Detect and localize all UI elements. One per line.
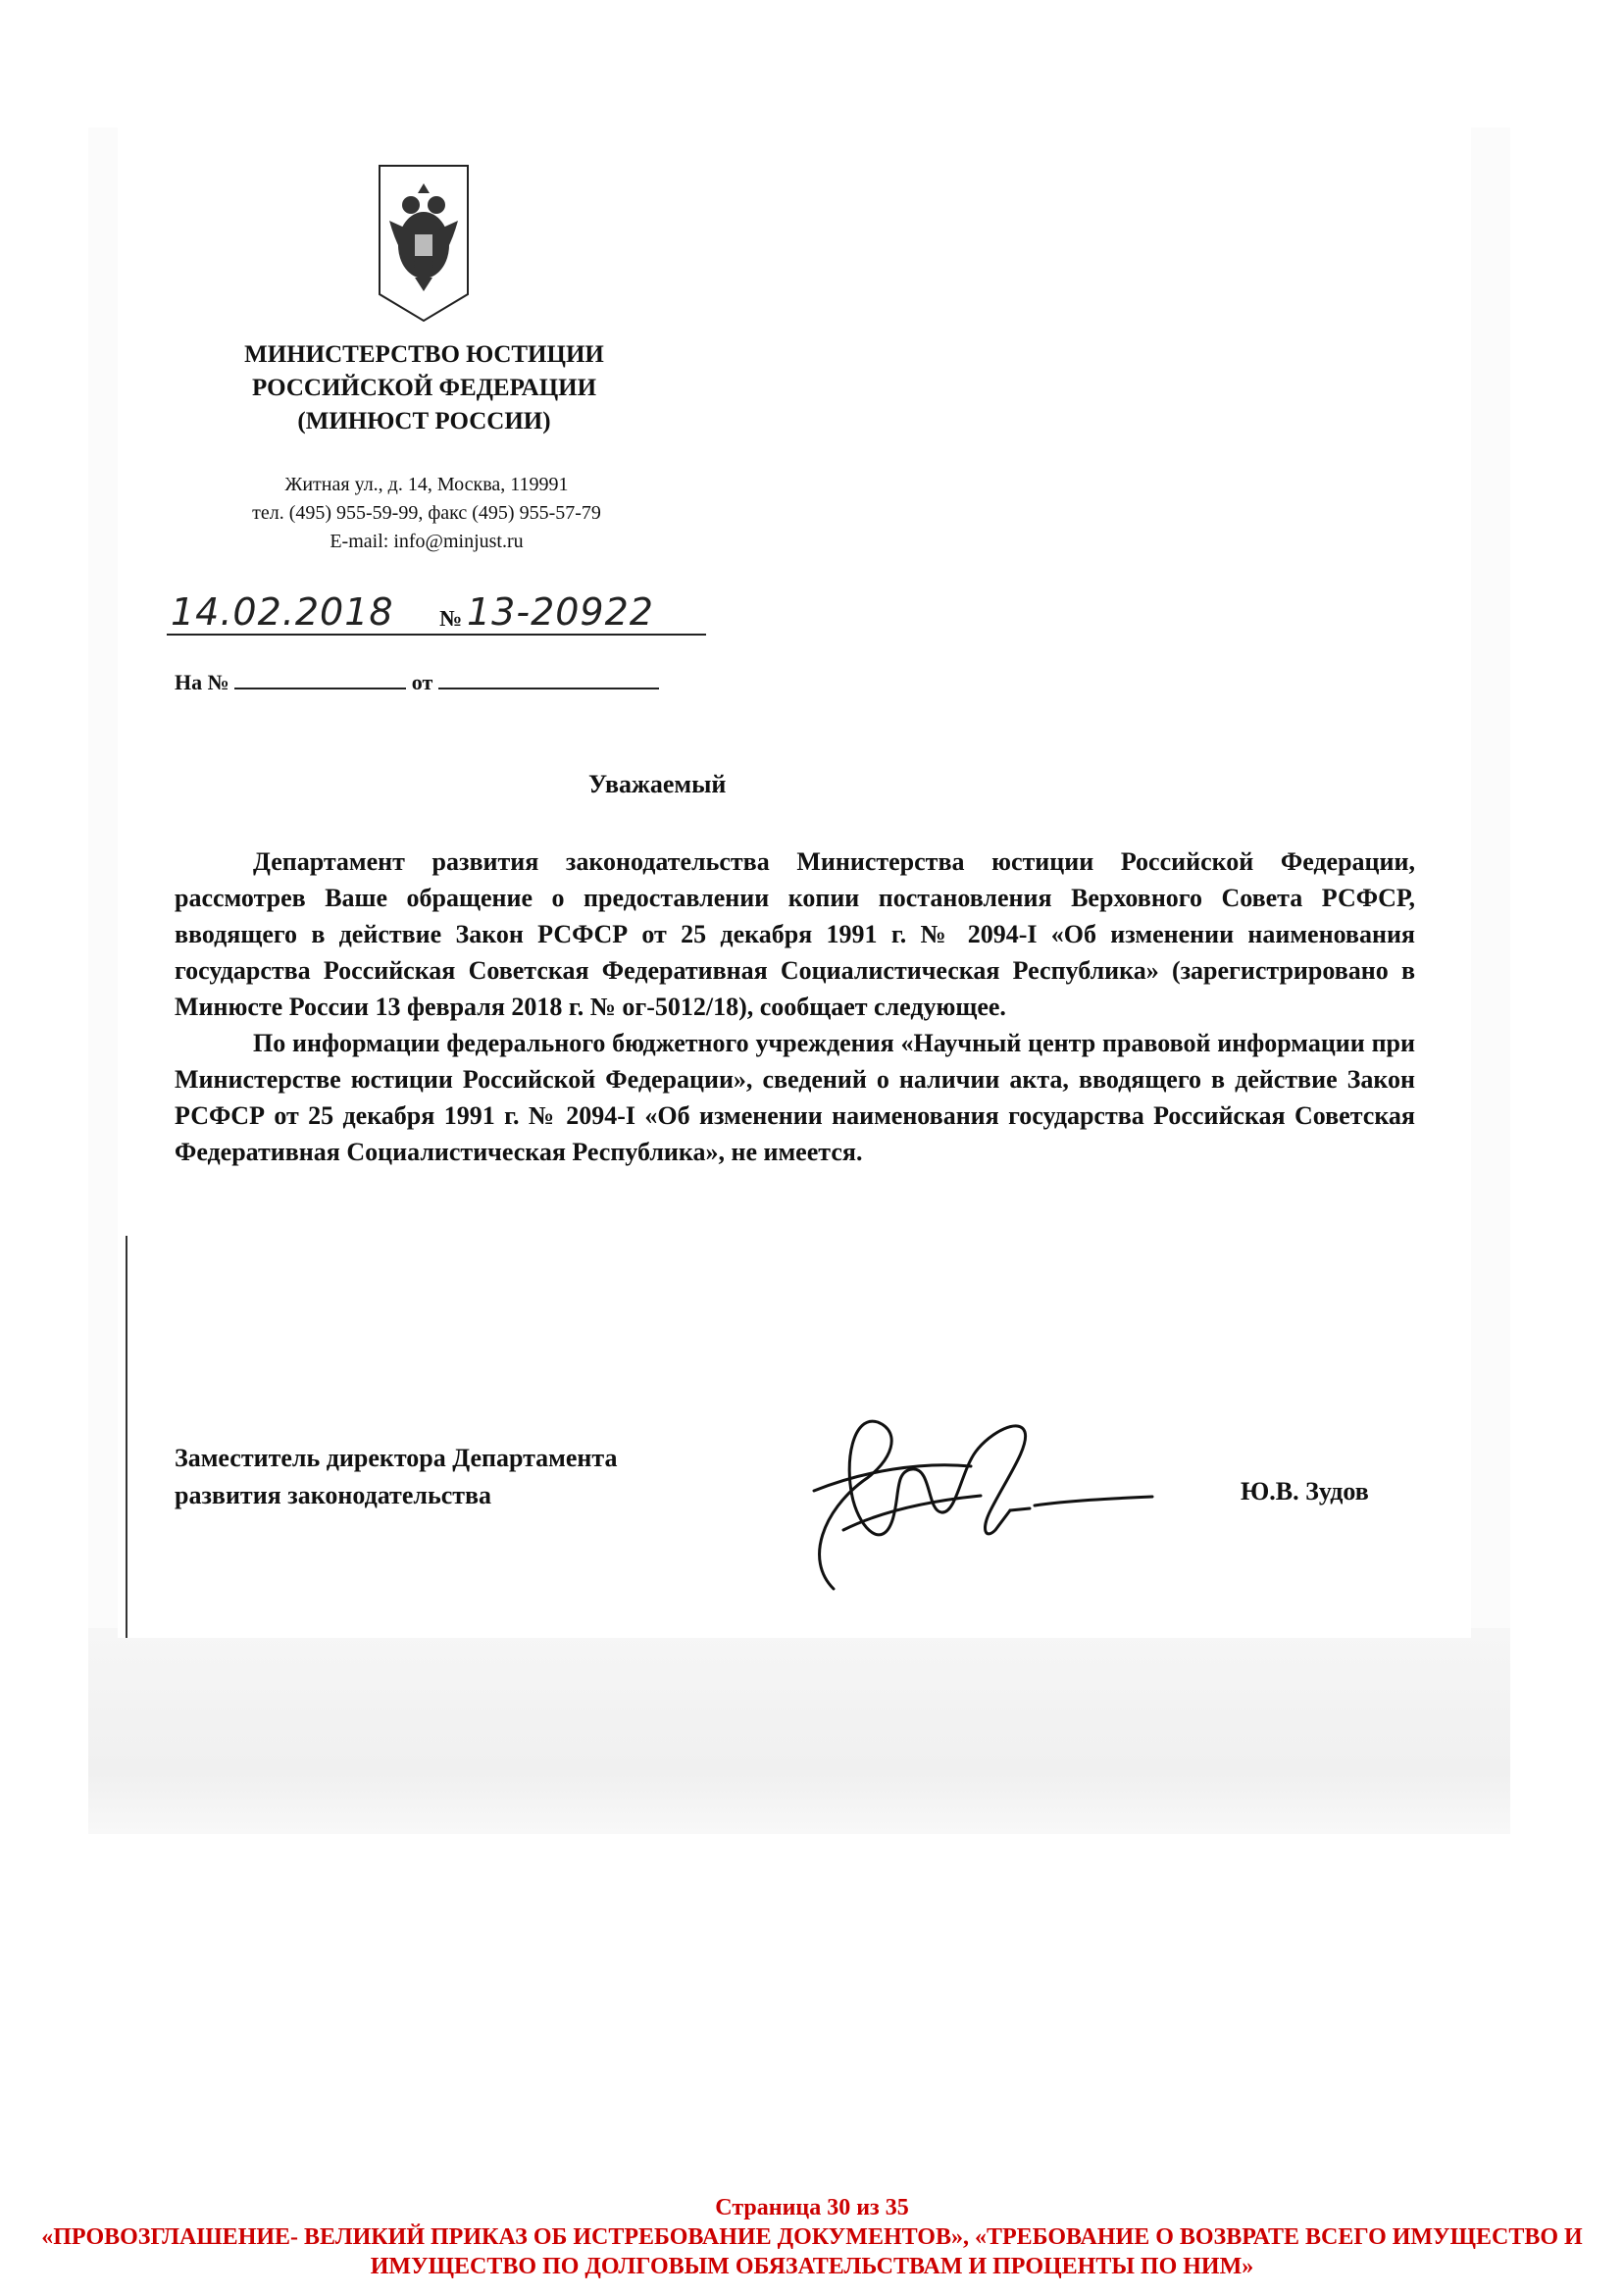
footer-caption: «ПРОВОЗГЛАШЕНИЕ- ВЕЛИКИЙ ПРИКАЗ ОБ ИСТРЕБОВАНИЕ ДОКУМЕНТОВ», «ТРЕБОВАНИЕ О ВОЗВРАТЕ ВСЕГО ИМУЩЕСТВО И ИМУЩЕСТВО ПО ДОЛГОВЫМ ОБЯЗАТЕЛЬСТВАМ И ПРОЦЕНТЫ ПО НИМ» [41,2224,1583,2279]
letter-body [175,843,1415,1170]
greeting: Уважаемый [588,770,727,798]
coat-of-arms-icon [376,162,472,324]
body-paragraph-1: Департамент развития законодательства Министерства юстиции Российской Федерации, рассмотрев Ваше обращение о предоставлении копии постановления Верховного Совета РСФСР, вводящего в действие Закон РСФСР от 25 декабря 1991 г. № 2094-I «Об изменении наименования государства Российская Советская Федеративная Социалистическая Республика» (зарегистрировано в Минюсте России 13 февраля 2018 г. № ог-5012/18), сообщает следующее. [175,847,1415,1021]
ministry-address [181,471,672,556]
registration-date: 14.02.2018 [171,590,394,634]
scan-bottom-margin [88,1628,1510,1834]
address-street: Житная ул., д. 14, Москва, 119991 [284,474,569,495]
signer-title-line-1: Заместитель директора Департамента [175,1444,618,1472]
ministry-line-2: РОССИЙСКОЙ ФЕДЕРАЦИИ [251,375,597,401]
signer-title [175,1440,617,1514]
reference-date-blank [438,670,659,689]
reference-line [175,670,659,695]
registration-number: 13-20922 [467,590,654,634]
signer-name: Ю.В. Зудов [1241,1477,1369,1505]
page-number: Страница 30 из 35 [715,2195,909,2220]
page-footer [39,2193,1585,2281]
registration-number-label: № [439,606,463,631]
address-email: E-mail: info@minjust.ru [330,531,524,552]
address-phone: тел. (495) 955-59-99, факс (495) 955-57-79 [252,502,601,524]
signer-title-line-2: развития законодательства [175,1481,492,1509]
registration-underline [167,634,706,636]
handwritten-signature [785,1403,1177,1599]
reference-na-label: На № [175,670,229,694]
reference-ot-label: от [411,670,433,694]
ministry-line-3: (МИНЮСТ РОССИИ) [297,408,551,434]
reference-number-blank [234,670,406,689]
ministry-name [186,338,662,438]
ministry-line-1: МИНИСТЕРСТВО ЮСТИЦИИ [244,341,604,368]
registration-line [167,588,706,636]
body-paragraph-2: По информации федерального бюджетного учреждения «Научный центр правовой информации при Министерстве юстиции Российской Федерации», сведений о наличии акта, вводящего в действие Закон РСФСР от 25 декабря 1991 г. № 2094-I «Об изменении наименования государства Российская Советская Федеративная Социалистическая Республика», не имеется. [175,1029,1415,1166]
left-margin-line [126,1236,127,1638]
